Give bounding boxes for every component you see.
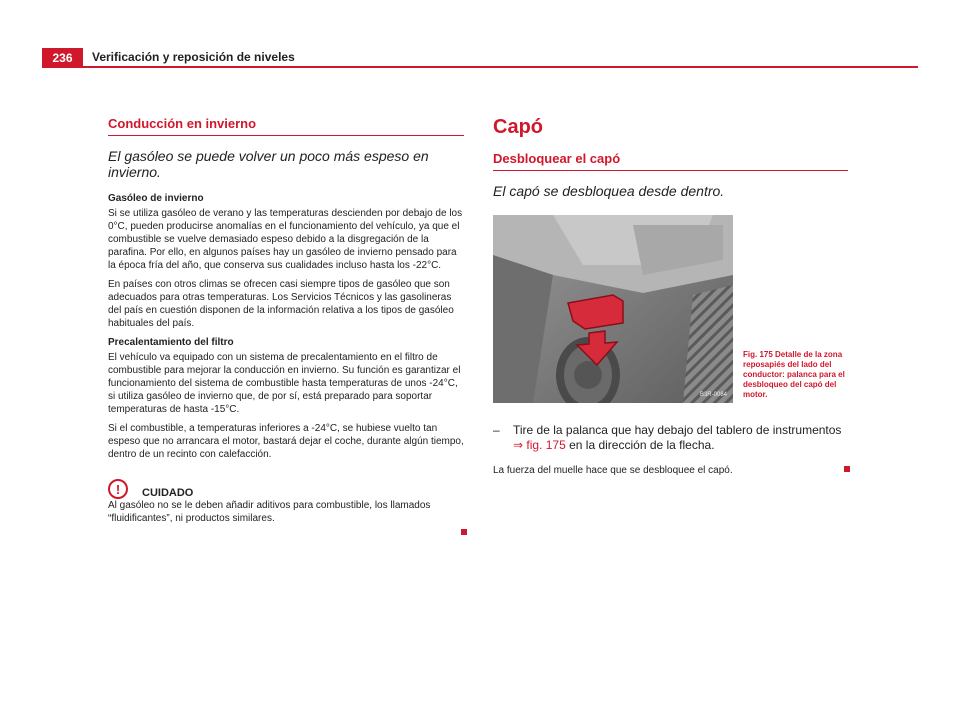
step-text [513,423,848,453]
running-title: Verificación y reposición de niveles [92,50,295,64]
caution-icon: ! [108,479,128,499]
step-dash: – [493,423,500,437]
paragraph-2: En países con otros climas se ofrecen casi siempre tipos de gasóleo que son adecuados para otras temperaturas. Los Servicios Técnicos y las gasolineras del país en cuestión disponen de la información relativa a los tipos de gasóleo habituales del país. [108,279,454,329]
section-title-winter: Conducción en invierno [108,116,464,136]
lead-winter: El gasóleo se puede volver un poco más espeso en invierno. [108,148,429,180]
chapter-title: Capó [493,116,543,138]
figure-hood-release-lever [493,215,733,403]
step-text-start: Tire de la palanca que hay debajo del tablero de instrumentos [513,423,842,437]
subhead-winter-diesel: Gasóleo de invierno [108,193,204,204]
left-column [108,116,464,531]
step-text-end: en la dirección de la flecha. [569,438,715,452]
page-number: 236 [42,48,83,67]
paragraph-3: El vehículo va equipado con un sistema de precalentamiento en el filtro de combustible para mejorar la conducción en invierno. Su función es garantizar el funcionamiento del sistema de combustible hasta temperaturas de unos -24°C, si utiliza gasóleo de invierno que, de por sí, está preparado para soportar temperaturas de hasta -15°C. [108,352,461,415]
end-of-section-mark-right [844,466,850,472]
caution-text: Al gasóleo no se le deben añadir aditivos para combustible, los llamados “fluidificantes”, ni productos similares. [108,500,431,524]
caution-label: CUIDADO [142,487,194,499]
figure-code: B3R-0084 [699,392,727,398]
figure-caption: Fig. 175 Detalle de la zona reposapiés del lado del conductor: palanca para el desbloqueo del capó del motor. [743,350,845,399]
paragraph-4: Si el combustible, a temperaturas inferiores a -24°C, se hubiese vuelto tan espeso que no arrancara el motor, bastará dejar el coche, durante algún tiempo, dentro de un recinto con calefacción. [108,423,464,460]
section-title-hood: Desbloquear el capó [493,151,848,171]
subhead-filter-preheating: Precalentamiento del filtro [108,337,234,348]
figure-reference-link[interactable]: ⇒ fig. 175 [513,438,566,452]
paragraph-1: Si se utiliza gasóleo de verano y las temperaturas descienden por debajo de los 0°C, pueden producirse anomalías en el funcionamiento del vehículo, ya que el combustible se vuelve demasiado espeso debido a la disgregación de la parafina. Por ello, en algunos países hay un gasóleo de invierno pensado para la época fría del año, que conserva sus cualidades incluso hasta los -22°C. [108,208,463,271]
closing-text: La fuerza del muelle hace que se desbloquee el capó. [493,465,733,476]
instruction-step [493,423,848,453]
footwell-illustration [493,215,733,403]
header-rule [42,66,918,68]
lead-hood: El capó se desbloquea desde dentro. [493,183,725,199]
end-of-section-mark [461,529,467,535]
right-column [493,116,848,211]
caution-header [108,479,464,499]
